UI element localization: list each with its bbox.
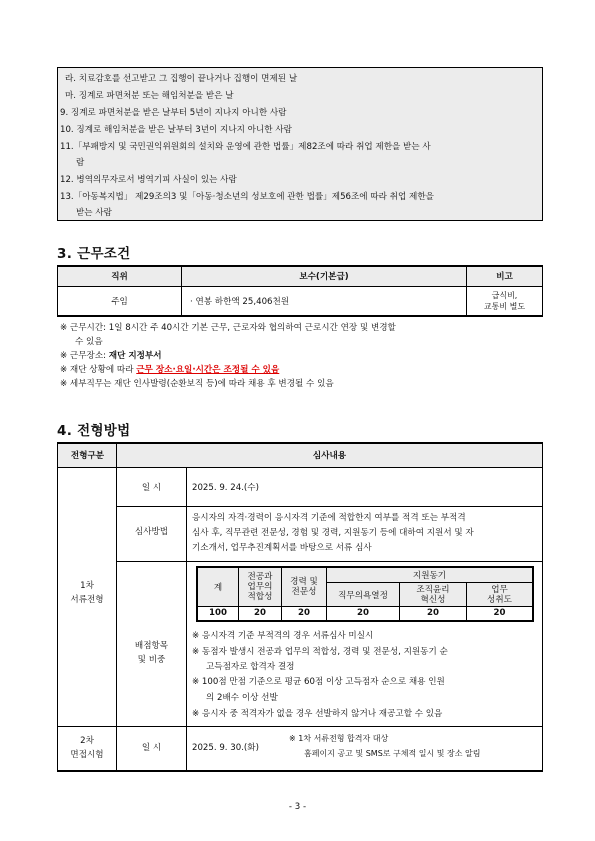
score-note: ※ 동점자 발생시 전공과 업무의 적합성, 경력 및 전문성, 지원동기 순 [192, 647, 448, 657]
score-header-line: 전문성 [291, 587, 317, 597]
adjust-note [60, 364, 279, 376]
score-header-line: 경력 및 [290, 577, 318, 587]
disq-line: 9. 징계로 파면처분을 받은 날부터 5년이 지나지 아니한 사람 [60, 108, 287, 118]
score-header [400, 583, 467, 607]
note-prefix: ※ 재단 상황에 따라 [60, 365, 137, 375]
score-header-line: 업무의 [247, 582, 273, 592]
date-label: 일 시 [141, 743, 162, 753]
disqualification-box [57, 67, 543, 221]
score-header [282, 567, 327, 607]
score-value: 20 [239, 607, 282, 621]
disq-line: 10. 징계로 해임처분을 받은 날부터 3년이 지나지 아니한 사람 [60, 125, 292, 135]
score-label: 배점항목 [134, 641, 169, 651]
header-note: 비고 [467, 266, 543, 286]
stage1-name: 서류전형 [70, 595, 104, 605]
date-value: 2025. 9. 24.(수) [192, 483, 259, 493]
score-header-line: 전공과 [247, 572, 273, 582]
score-header-line: 혁신성 [420, 594, 446, 605]
disq-line: 12. 병역의무자로서 병역기피 사실이 있는 사람 [60, 175, 237, 185]
stage2-note: 홈페이지 공고 및 SMS로 구체적 일시 및 장소 알림 [304, 749, 481, 758]
stage1-name: 1차 [80, 581, 94, 591]
disq-line: 11.「부패방지 및 국민권익위원회의 설치와 운영에 관한 법률」제82조에 따라 취업 제한을 받는 사 [60, 142, 431, 152]
disq-line: 마. 징계로 파면처분 또는 해임처분을 받은 날 [65, 91, 234, 101]
score-note: 의 2배수 이상 선발 [206, 693, 278, 703]
method-line: 기소개서, 업무추진계획서를 바탕으로 서류 심사 [192, 543, 372, 553]
divider [58, 726, 542, 727]
note-line: 교통비 별도 [483, 301, 526, 311]
disq-line: 라. 치료감호를 선고받고 그 집행이 끝나거나 집행이 면제된 날 [65, 74, 298, 84]
method-line: 심사 후, 직무관련 전문성, 경험 및 경력, 지원동기 등에 대하여 지원서 및 자 [192, 528, 474, 538]
stage2-name: 면접시험 [70, 750, 104, 760]
method-label: 심사방법 [134, 527, 169, 537]
section-title: 4. 전형방법 [57, 423, 131, 439]
score-header: 직무의욕열정 [327, 583, 400, 607]
score-total-header: 계 [197, 567, 239, 607]
date-value: 2025. 9. 30.(화) [192, 743, 259, 753]
note-highlight: 근무 장소·요일·시간은 조정될 수 있음 [136, 365, 280, 375]
work-conditions-table [57, 265, 543, 317]
score-value: 20 [282, 607, 327, 621]
note-prefix: ※ 근무장소: [60, 351, 109, 361]
score-header-line: 조직윤리 [416, 584, 450, 595]
disq-line: 람 [76, 158, 85, 168]
stage2-name: 2차 [80, 736, 94, 746]
divider [117, 506, 542, 507]
score-label: 및 비중 [137, 655, 166, 665]
header-content: 심사내용 [312, 451, 347, 461]
work-hours-note: ※ 근무시간: 1일 8시간 주 40시간 기본 근무, 근로자와 협의하여 근로시간 연장 및 변경할 [60, 323, 396, 333]
duty-note: ※ 세부직무는 재단 인사발령(순환보직 등)에 따라 채용 후 변경될 수 있음 [60, 379, 334, 389]
score-note: ※ 100점 만점 기준으로 평균 60점 이상 고득점자 순으로 채용 인원 [192, 677, 445, 687]
score-value: 20 [467, 607, 534, 621]
score-note: ※ 응시자격 기준 부적격의 경우 서류심사 미실시 [192, 631, 374, 641]
stage2-note: ※ 1차 서류전형 합격자 대상 [289, 734, 389, 743]
position-value: 주임 [58, 286, 182, 316]
divider [117, 561, 542, 562]
work-place-note [60, 350, 162, 362]
note-line: 급식비, [491, 290, 518, 300]
method-line: 응시자의 자격·경력이 응시자격 기준에 적합한지 여부를 적격 또는 부적격 [192, 513, 466, 523]
score-value: 20 [400, 607, 467, 621]
score-note: ※ 응시자 중 적격자가 없을 경우 선발하지 않거나 재공고할 수 있음 [192, 709, 443, 719]
score-note: 고득점자로 합격자 결정 [206, 662, 295, 672]
salary-value: · 연봉 하한액 25,406천원 [182, 286, 467, 316]
score-header-line: 성취도 [487, 594, 512, 605]
score-header [467, 583, 534, 607]
score-header-line: 적합성 [247, 592, 273, 602]
date-label: 일 시 [141, 483, 162, 493]
score-header [239, 567, 282, 607]
selection-table [57, 442, 543, 772]
score-table [196, 566, 534, 622]
header-salary: 보수(기본급) [182, 266, 467, 286]
score-header-line: 업무 [491, 584, 508, 595]
note-value [467, 286, 543, 316]
disq-line: 13.「아동복지법」 제29조의3 및「아동·청소년의 성보호에 관한 법률」제56조에 따라 취업 제한을 [60, 192, 434, 202]
motive-header: 지원동기 [327, 567, 534, 583]
header-stage: 전형구분 [70, 451, 105, 461]
page-number: - 3 - [288, 802, 307, 812]
work-hours-note: 수 있음 [75, 337, 103, 347]
score-value: 20 [327, 607, 400, 621]
section-title: 3. 근무조건 [57, 246, 131, 262]
header-position: 직위 [58, 266, 182, 286]
score-value: 100 [197, 607, 239, 621]
note-bold: 재단 지정부서 [108, 351, 162, 361]
disq-line: 받는 사람 [76, 208, 112, 218]
